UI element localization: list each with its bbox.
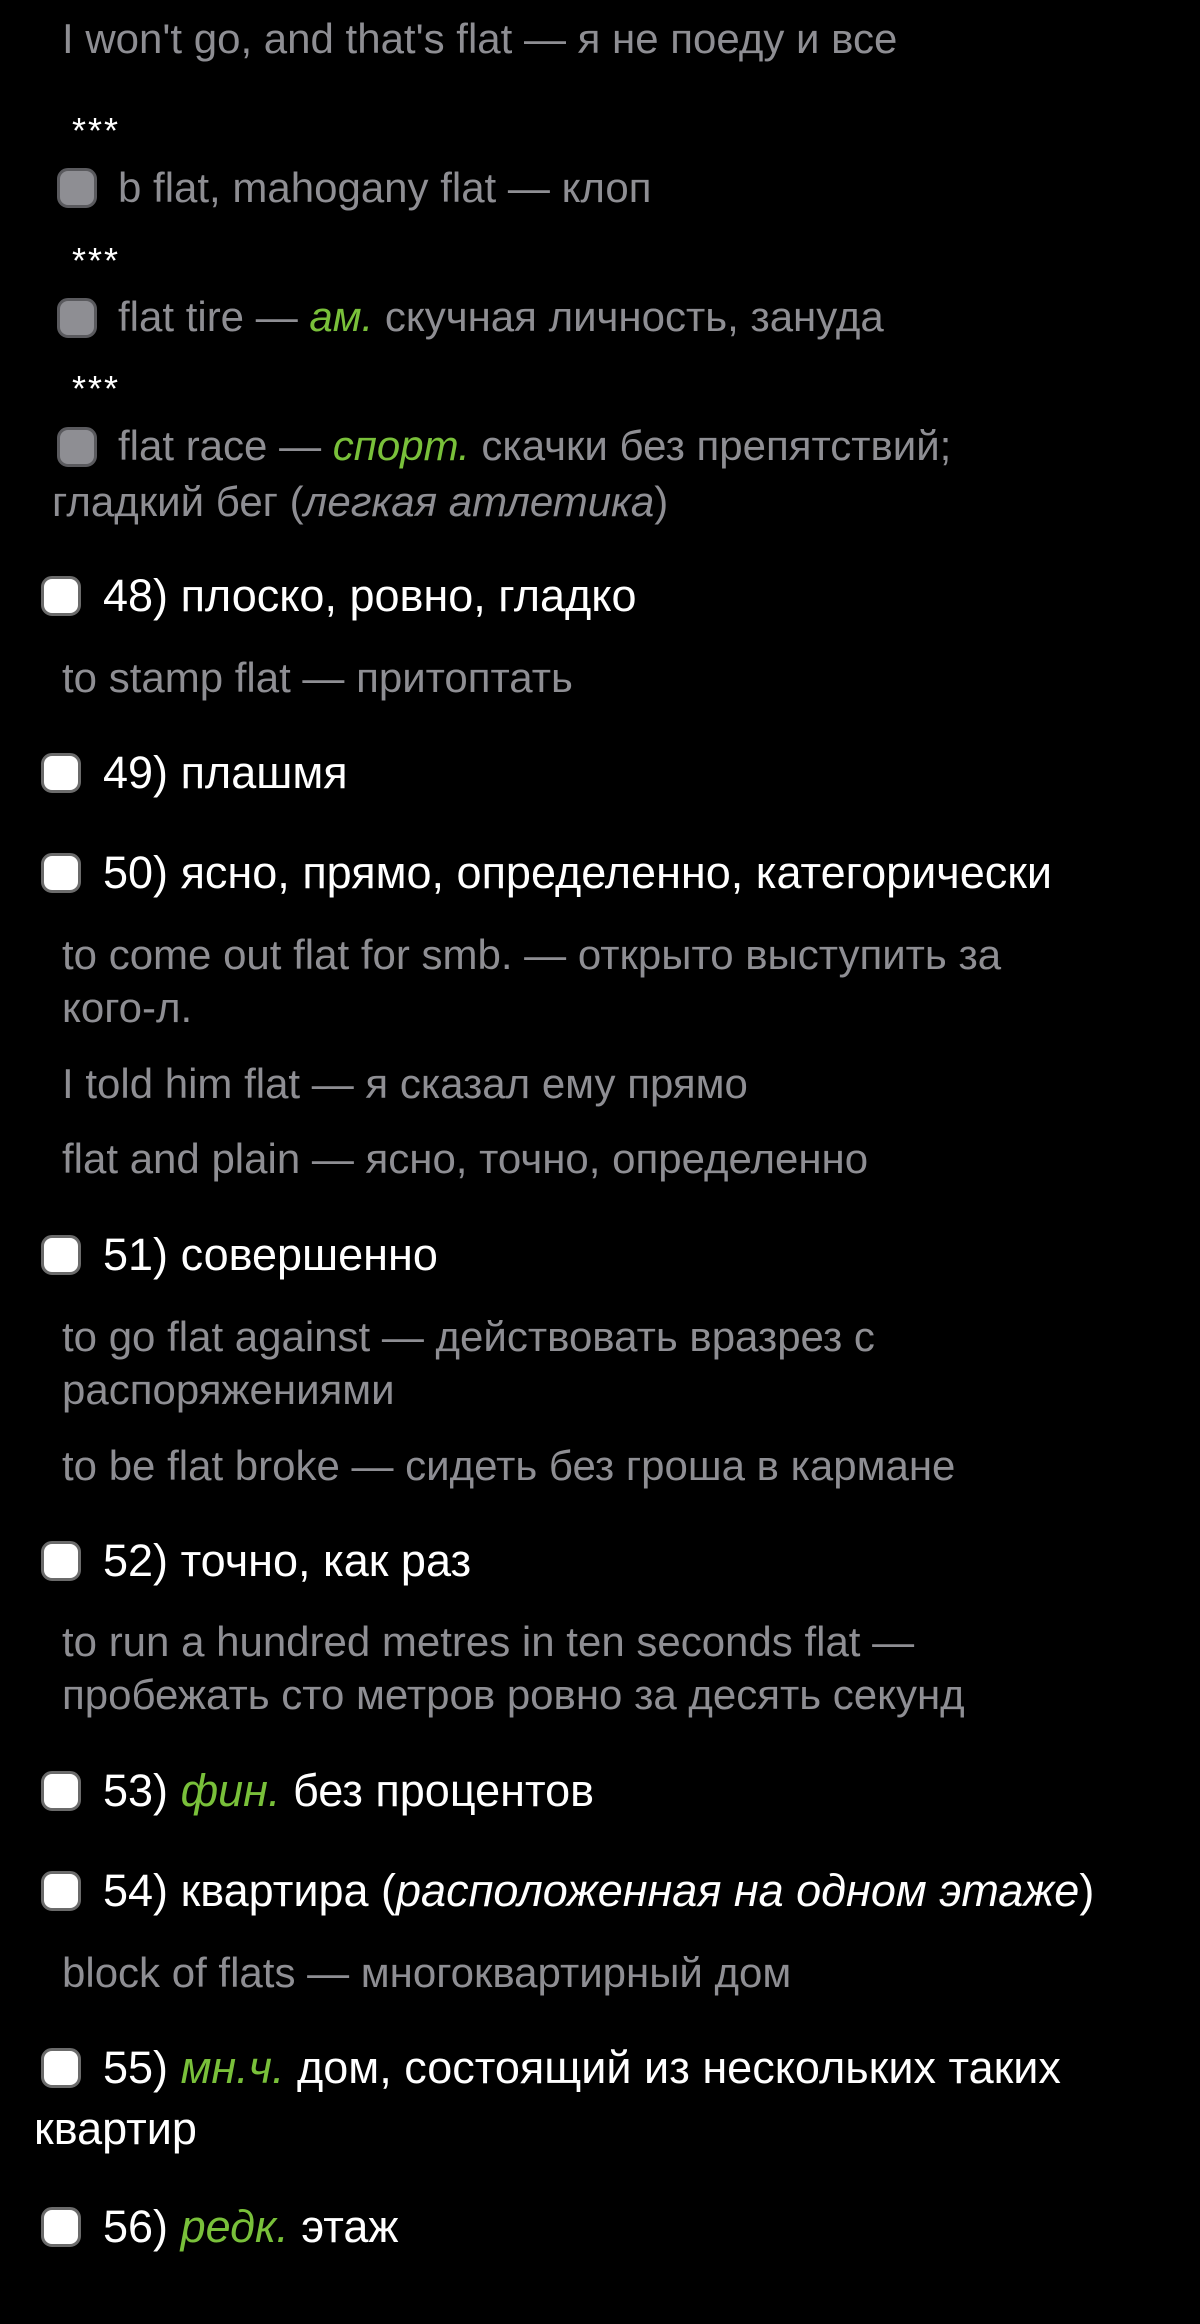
sense-checkbox[interactable] — [41, 1871, 81, 1911]
sub-item-translation: скучная личность, зануда — [373, 293, 884, 340]
sense-text: совершенно — [180, 1229, 438, 1280]
sense-text: этаж — [301, 2201, 399, 2252]
example-line-continued: распоряжениями — [62, 1366, 395, 1413]
sense-number: 56) — [103, 2201, 169, 2252]
separator: *** — [72, 240, 121, 281]
sense-text: дом, состоящий из нескольких таких — [297, 2042, 1061, 2093]
sense-52 — [103, 1530, 471, 1592]
example-line: flat and plain — ясно, точно, определенно — [62, 1135, 869, 1182]
sense-checkbox[interactable] — [41, 2048, 81, 2088]
sense-checkbox[interactable] — [41, 2207, 81, 2247]
separator: *** — [72, 110, 121, 151]
sense-text: квартира ( — [180, 1865, 397, 1916]
sub-item-text: b flat, mahogany flat — клоп — [118, 164, 652, 211]
usage-tag: фин. — [180, 1765, 281, 1816]
sense-number: 49) — [103, 747, 169, 798]
usage-tag: редк. — [180, 2201, 289, 2252]
text-part: ) — [1079, 1865, 1095, 1916]
sense-number: 54) — [103, 1865, 169, 1916]
sense-50 — [103, 842, 1052, 904]
example-line: to come out flat for smb. — открыто выступить за — [62, 931, 1002, 978]
example-line: to stamp flat — притоптать — [62, 654, 573, 701]
sense-55 — [103, 2037, 1061, 2099]
example-line-continued: пробежать сто метров ровно за десять секунд — [62, 1671, 965, 1718]
sense-checkbox[interactable] — [41, 1235, 81, 1275]
example-line: I told him flat — я сказал ему прямо — [62, 1060, 748, 1107]
sense-54 — [103, 1860, 1094, 1922]
sense-checkbox[interactable] — [41, 1541, 81, 1581]
checkbox[interactable] — [57, 427, 97, 467]
sub-item-term: flat tire — — [118, 293, 310, 340]
sense-checkbox[interactable] — [41, 1771, 81, 1811]
usage-tag: мн.ч. — [180, 2042, 285, 2093]
sense-number: 52) — [103, 1535, 169, 1586]
sense-51 — [103, 1224, 438, 1286]
sense-53 — [103, 1760, 594, 1822]
usage-tag: ам. — [309, 293, 374, 340]
checkbox[interactable] — [57, 298, 97, 338]
text-part: ) — [654, 478, 669, 525]
example-line: block of flats — многоквартирный дом — [62, 1949, 792, 1996]
sense-text: точно, как раз — [180, 1535, 472, 1586]
example-line-continued: кого-л. — [62, 984, 193, 1031]
italic-note: легкая атлетика — [303, 478, 655, 525]
example-line: to be flat broke — сидеть без гроша в кармане — [62, 1442, 956, 1489]
sense-text-continued: квартир — [34, 2103, 197, 2154]
sense-text: без процентов — [292, 1765, 595, 1816]
sense-48 — [103, 565, 636, 627]
usage-tag: спорт. — [332, 422, 470, 469]
checkbox[interactable] — [57, 168, 97, 208]
sense-56 — [103, 2196, 398, 2258]
sense-number: 53) — [103, 1765, 169, 1816]
sense-text: ясно, прямо, определенно, категорически — [180, 847, 1053, 898]
sense-49 — [103, 742, 348, 804]
sense-number: 55) — [103, 2042, 169, 2093]
text-part: гладкий бег ( — [52, 478, 304, 525]
sense-checkbox[interactable] — [41, 853, 81, 893]
sub-item-translation: скачки без препятствий; — [469, 422, 952, 469]
sense-number: 50) — [103, 847, 169, 898]
sense-number: 51) — [103, 1229, 169, 1280]
italic-note: расположенная на одном этаже — [396, 1865, 1080, 1916]
sub-item-text — [118, 289, 884, 345]
sense-checkbox[interactable] — [41, 576, 81, 616]
sense-text: плашмя — [180, 747, 348, 798]
sub-item-text-continued — [52, 474, 668, 530]
sub-item-term: flat race — — [118, 422, 333, 469]
separator: *** — [72, 368, 121, 409]
sub-item-text — [118, 418, 951, 474]
example-line: I won't go, and that's flat — я не поеду и все — [62, 15, 898, 62]
sense-checkbox[interactable] — [41, 753, 81, 793]
example-line: to run a hundred metres in ten seconds flat — — [62, 1618, 915, 1665]
example-line: to go flat against — действовать вразрез с — [62, 1313, 875, 1360]
sense-number: 48) — [103, 570, 169, 621]
sense-text: плоско, ровно, гладко — [180, 570, 637, 621]
